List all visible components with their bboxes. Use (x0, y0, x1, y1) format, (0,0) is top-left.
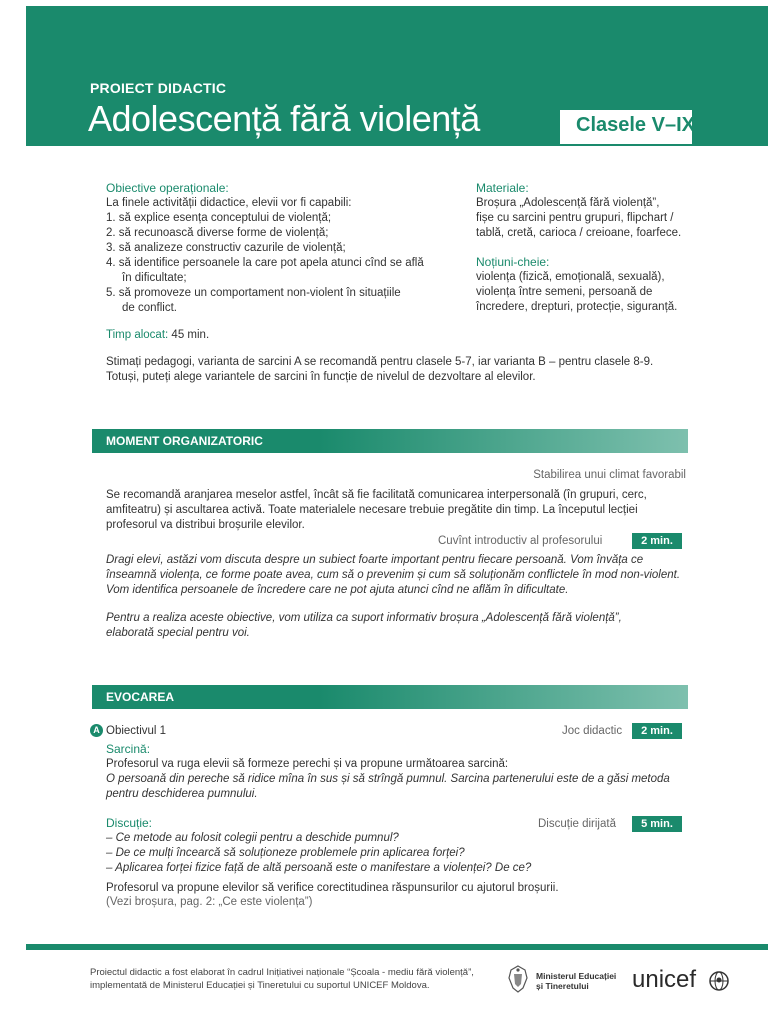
para-line: Se recomandă aranjarea meselor astfel, încât să fie facilitată comunicarea interpersonală (în grupuri, cerc, (106, 489, 647, 501)
materials-line: fișe cu sarcini pentru grupuri, flipchart / (476, 212, 674, 224)
document-kicker: PROIECT DIDACTIC (90, 80, 227, 96)
time-badge: 5 min. (632, 816, 682, 832)
note-line: Stimați pedagogi, varianta de sarcini A se recomandă pentru clasele 5-7, iar varianta B – pentru clasele 8-9. (106, 356, 654, 368)
section-title: MOMENT ORGANIZATORIC (106, 434, 263, 448)
ministry-line: și Tineretului (536, 981, 589, 991)
objective-item: 3. să analizeze constructiv cazurile de violență; (106, 242, 346, 254)
paragraph-arrangement (106, 488, 647, 533)
objective-label: Obiectivul 1 (106, 725, 167, 737)
footer-rule (26, 944, 768, 950)
task-line: pentru deschiderea pumnului. (106, 788, 258, 800)
grades-label: Clasele V–IX (576, 114, 695, 136)
time-badge: 2 min. (632, 723, 682, 739)
objectives-block (106, 181, 424, 316)
materials-block (476, 181, 681, 241)
note-line: Totuși, puteți alege variantele de sarcini în funcție de nivelul de dezvoltare al elevilor. (106, 371, 536, 383)
time-label: Timp alocat: (106, 329, 169, 341)
keywords-line: încredere, drepturi, protecție, siguranță. (476, 301, 678, 313)
materials-line: tablă, cretă, carioca / creioane, foarfece. (476, 227, 682, 239)
subheading-intro: Cuvînt introductiv al profesorului (438, 535, 603, 547)
time-value: 45 min. (171, 329, 210, 341)
para-line: Dragi elevi, astăzi vom discuta despre un subiect foarte important pentru fiecare persoană. Vom învăța ce (106, 554, 644, 566)
footer-line: implementată de Ministerul Educației și Tineretului cu suportul UNICEF Moldova. (90, 980, 430, 991)
discussion-line: – Aplicarea forței fizice față de altă persoană este o manifestare a violenței? De ce? (106, 862, 532, 874)
discussion-line: – Ce metode au folosit colegii pentru a deschide pumnul? (106, 832, 399, 844)
task-heading: Sarcină: (106, 742, 151, 756)
closing-text: Profesorul va propune elevilor să verifice corectitudinea răspunsurilor cu ajutorul broșurii. (106, 882, 559, 894)
time-badge: 2 min. (632, 533, 682, 549)
objectives-intro: La finele activității didactice, elevii vor fi capabili: (106, 197, 352, 209)
footer-credits (90, 966, 474, 992)
para-line: amfiteatru) și ascultarea activă. Toate materialele necesare trebuie pregătite din timp. La începutul lecției (106, 504, 638, 516)
objective-item: 2. să recunoască diverse forme de violență; (106, 227, 329, 239)
game-label: Joc didactic (562, 725, 623, 737)
keywords-line: violența (fizică, emoțională, sexuală), (476, 271, 665, 283)
objective-item: 4. să identifice persoanele la care pot apela atunci cînd se află (106, 257, 424, 269)
discussion-label: Discuție dirijată (538, 818, 616, 830)
task-line: O persoană din pereche să ridice mîna în sus și să strîngă pumnul. Sarcina partenerului este de a găsi metoda (106, 773, 670, 785)
variant-badge: A (90, 724, 103, 737)
para-line: profesorul va distribui broșurile elevilor. (106, 519, 305, 531)
coat-of-arms-icon (505, 964, 531, 994)
keywords-heading: Noțiuni-cheie: (476, 255, 550, 269)
materials-line: Broșura „Adolescență fără violență”, (476, 197, 660, 209)
objective-item: 1. să explice esența conceptului de violență; (106, 212, 332, 224)
ministry-name (536, 971, 616, 991)
section-bar-organizational (92, 429, 688, 453)
ministry-line: Ministerul Educației (536, 971, 617, 981)
discussion-block (106, 816, 531, 876)
objectives-heading: Obiective operaționale: (106, 181, 229, 195)
objective-item: 5. să promoveze un comportament non-violent în situațiile (106, 287, 401, 299)
materials-heading: Materiale: (476, 181, 529, 195)
para-line: elaborată special pentru voi. (106, 627, 250, 639)
unicef-logo-text: unicef (632, 966, 697, 993)
task-block (106, 742, 670, 802)
footer-line: Proiectul didactic a fost elaborat în cadrul Inițiativei naționale “Școala - mediu fără violență”, (90, 967, 474, 978)
reference-text: (Vezi broșura, pag. 2: „Ce este violența”) (106, 896, 313, 908)
paragraph-intro-speech (106, 553, 680, 598)
keywords-block (476, 255, 677, 315)
para-line: Pentru a realiza aceste obiective, vom utiliza ca suport informativ broșura „Adolescență fără violență”, (106, 612, 622, 624)
section-bar-evocation (92, 685, 688, 709)
objective-item-cont: de conflict. (122, 302, 177, 314)
section-title: EVOCAREA (106, 690, 175, 704)
page-title: Adolescență fără violență (88, 98, 480, 139)
para-line: Vom identifica persoanele de încredere care ne pot ajuta atunci cînd ne aflăm în dificultate. (106, 584, 569, 596)
para-line: înseamnă violența, ce forme poate avea, cum să o prevenim și cum să soluționăm conflictele în mod non-violent. (106, 569, 681, 581)
subheading-climate: Stabilirea unui climat favorabil (533, 469, 686, 481)
objective-item-cont: în dificultate; (122, 272, 187, 284)
unicef-globe-icon (708, 970, 730, 992)
task-line: Profesorul va ruga elevii să formeze perechi și va propune următoarea sarcină: (106, 758, 509, 770)
keywords-line: violența între semeni, persoană de (476, 286, 653, 298)
time-allocated (106, 328, 209, 343)
teacher-note (106, 355, 653, 385)
discussion-heading: Discuție: (106, 816, 153, 830)
discussion-line: – De ce mulți încearcă să soluționeze problemele prin aplicarea forței? (106, 847, 465, 859)
paragraph-objectives-support (106, 611, 622, 641)
